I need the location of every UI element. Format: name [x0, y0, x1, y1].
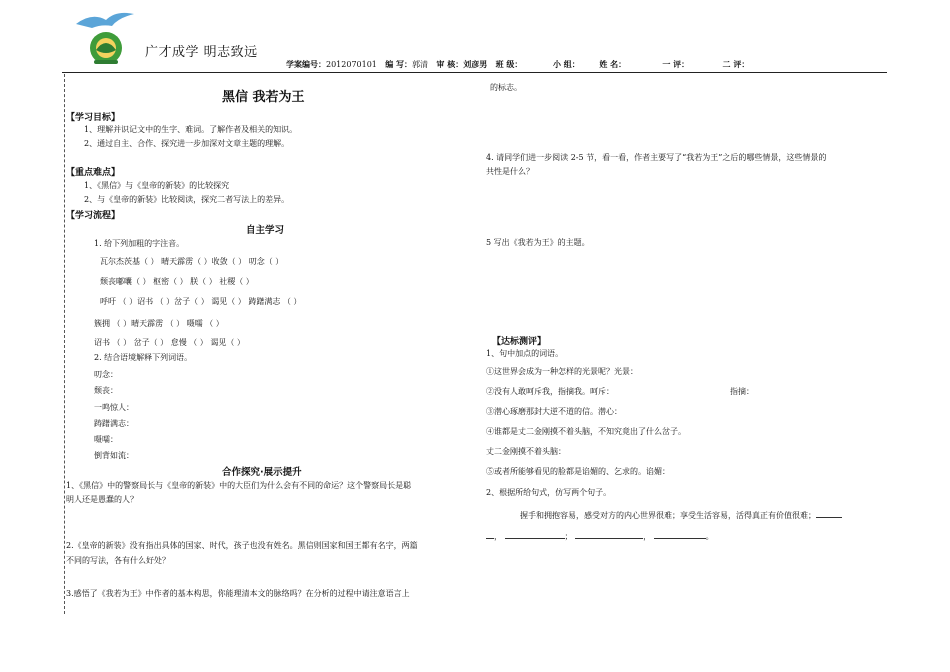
question-pinyin: 1. 给下列加粗的字注音。: [94, 239, 185, 248]
explore-q2: 不同的写法，各有什么好处？: [66, 556, 170, 565]
test-item-extra: 指摘：: [730, 387, 754, 396]
keypoint-item: 1、《黑信》与《皇帝的新装》的比较探究: [84, 181, 230, 190]
answer-blank[interactable]: [486, 530, 494, 539]
answer-blank[interactable]: [575, 530, 643, 539]
answer-blank[interactable]: [505, 530, 565, 539]
word-item: 嗫嚅：: [94, 435, 118, 444]
word-item: 踌躇满志：: [94, 419, 134, 428]
test-item: ②没有人敢呵斥我，指摘我。呵斥：: [486, 387, 614, 396]
imitation-sentence: 握手和拥抱容易，感受对方的内心世界很难；享受生活容易，活得真正有价值很难；: [520, 509, 842, 521]
explore-q1: 1、《黑信》中的警察局长与《皇帝的新装》中的大臣们为什么会有不同的命运？这个警察局长是聪: [66, 481, 412, 490]
keypoints-heading: 【重点难点】: [66, 168, 121, 178]
explore-q4: 共性是什么？: [486, 167, 534, 176]
answer-blank[interactable]: [654, 530, 706, 539]
explore-q5: 5 写出《我若为王》的主题。: [486, 238, 590, 247]
school-logo: [72, 10, 140, 66]
objective-item: 2、通过自主、合作、探究进一步加深对文章主题的理解。: [84, 139, 290, 148]
imitation-answer-line: ， ； ， 。: [486, 530, 714, 542]
objectives-heading: 【学习目标】: [66, 113, 121, 123]
test-q2: 2、根据所给句式，仿写两个句子。: [486, 488, 612, 497]
school-motto: 广才成学 明志致远: [145, 45, 258, 60]
test-item: ①这世界会成为一种怎样的光景呢？光景：: [486, 367, 638, 376]
test-item: ④谁都是丈二金刚摸不着头脑，不知究竟出了什么岔子。: [486, 427, 686, 436]
explore-q1: 明人还是愚蠢的人？: [66, 495, 138, 504]
explore-q3: 的标志。: [490, 83, 522, 92]
word-item: 一鸣惊人：: [94, 403, 134, 412]
test-heading: 【达标测评】: [492, 337, 547, 347]
test-item: ⑤或者所能够看见的脸都是谄媚的、乞求的。谄媚：: [486, 467, 670, 476]
header-rule: [62, 72, 887, 73]
explore-q2: 2.《皇帝的新装》没有指出具体的国家、时代，孩子也没有姓名。黑信则国家和国王都有名字，两篇: [66, 541, 418, 550]
word-item: 倒背如流：: [94, 451, 134, 460]
explore-q4: 4. 请同学们进一步阅读 2-5 节，看一看，作者主要写了“我若为王”之后的哪些情景，这些情景的: [486, 153, 827, 162]
word-item: 颓丧：: [94, 386, 118, 395]
word-item: 叨念：: [94, 370, 118, 379]
pinyin-row: 呼吁 （ ）诏书 （ ）岔子（ ） 谒见（ ） 踌躇满志 （ ）: [100, 297, 302, 306]
question-words: 2. 结合语境解释下列词语。: [94, 353, 193, 362]
pinyin-row: 簇拥 （ ）晴天霹雳 （ ） 嗫嚅 （ ）: [94, 319, 224, 328]
info-bar: 学案编号：2012070101 编 写：郭清 审 核：刘彦男 班 级： 小 组： 姓 名： 一 评： 二 评：: [286, 59, 750, 69]
pinyin-row: 诏书 （ ） 岔子（ ） 怠慢 （ ） 谒见（ ）: [94, 338, 245, 347]
test-item: 丈二金刚摸不着头脑：: [486, 447, 566, 456]
document-title: 黑信 我若为王: [222, 90, 305, 105]
self-study-heading: 自主学习: [246, 225, 285, 236]
pinyin-row: 瓦尔杰茨基（ ） 晴天霹雳（ ）收敛（ ） 叨念（ ）: [100, 257, 284, 266]
objective-item: 1、理解并识记文中的生字、难词。了解作者及相关的知识。: [84, 125, 298, 134]
test-q1: 1、句中加点的词语。: [486, 349, 564, 358]
answer-blank[interactable]: [816, 509, 842, 518]
test-item: ③潜心琢磨那封大逆不道的信。潜心：: [486, 407, 622, 416]
explore-heading: 合作探究·展示提升: [222, 467, 302, 478]
explore-q3: 3.感悟了《我若为王》中作者的基本构思，你能理清本文的脉络吗？在分析的过程中请注意语言上: [66, 589, 410, 598]
pinyin-row: 颓丧嘟囔（ ） 枢密（ ） 朕（ ） 社稷（ ）: [100, 277, 254, 286]
binding-line: [64, 74, 65, 614]
flow-heading: 【学习流程】: [66, 211, 121, 221]
keypoint-item: 2、与《皇帝的新装》比较阅读，探究二者写法上的差异。: [84, 195, 290, 204]
